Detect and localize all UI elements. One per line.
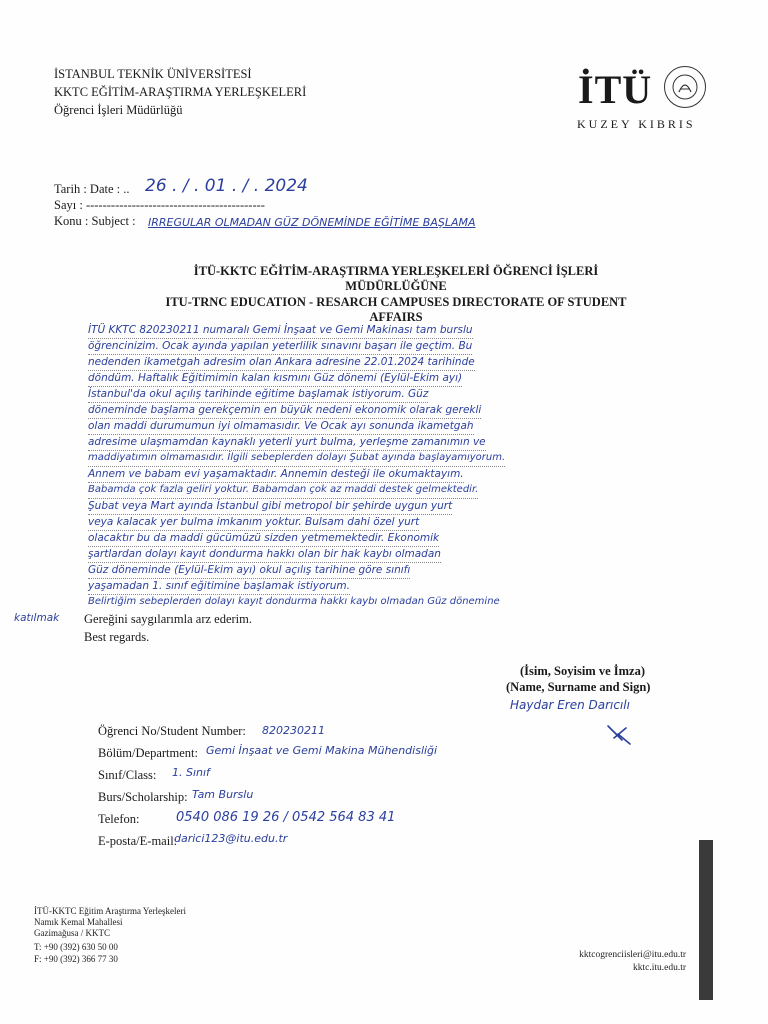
body-line: Annem ve babam evi yaşamaktadır. Annemin desteği ile okumaktayım. <box>88 466 464 483</box>
footer-address-1: İTÜ-KKTC Eğitim Araştırma Yerleşkeleri <box>34 906 186 916</box>
department-value: Gemi İnşaat ve Gemi Makina Mühendisliği <box>206 744 438 757</box>
body-line: öğrencinizim. Ocak ayında yapılan yeterlilik sınavını başarı ile geçtim. Bu <box>88 338 472 355</box>
closing-en: Best regards. <box>84 630 150 644</box>
margin-note: katılmak <box>14 612 60 624</box>
footer-web: kktc.itu.edu.tr <box>632 963 686 973</box>
title-en-line1: ITU-TRNC EDUCATION - RESARCH CAMPUSES DIRECTORATE OF STUDENT <box>165 295 627 309</box>
body-line: şartlardan dolayı kayıt dondurma hakkı olan bir hak kaybı olmadan <box>88 546 441 563</box>
email-value: darici123@itu.edu.tr <box>174 832 288 845</box>
body-line: Şubat veya Mart ayında İstanbul gibi metropol bir şehirde uygun yurt <box>88 498 452 515</box>
scan-edge-bar <box>699 840 713 1000</box>
body-line: Belirtiğim sebeplerden dolayı kayıt dondurma hakkı kaybı olmadan Güz dönemine <box>88 596 500 607</box>
signature-mark-icon <box>604 722 634 755</box>
body-line: nedenden ikametgah adresim olan Ankara adresine 22.01.2024 tarihinde <box>88 354 475 371</box>
body-line: döneminde başlama gerekçemin en büyük nedeni ekonomik olarak gerekli <box>88 402 481 419</box>
body-line: maddiyatımın olmamasıdır. İlgili sebeplerden dolayı Şubat ayında başlayamıyorum. <box>88 450 505 467</box>
scholarship-label: Burs/Scholarship: <box>98 790 188 804</box>
subject-value: IRREGULAR OLMADAN GÜZ DÖNEMİNDE EĞİTİME BAŞLAMA <box>148 216 476 229</box>
itu-logo: İTÜ <box>578 67 653 112</box>
institution-name: İSTANBUL TEKNİK ÜNİVERSİTESİ <box>54 67 252 81</box>
body-line: döndüm. Haftalık Eğitimimin kalan kısmını Güz dönemi (Eylül-Ekim ayı) <box>88 370 462 387</box>
body-line: İstanbul'da okul açılış tarihinde eğitime başlamak istiyorum. Güz <box>88 386 428 403</box>
phone-label: Telefon: <box>98 812 140 826</box>
signature-name: Haydar Eren Darıcılı <box>510 698 630 712</box>
date-value: 26 . / . 01 . / . 2024 <box>145 176 308 196</box>
body-line: Güz döneminde (Eylül-Ekim ayı) okul açılış tarihine göre sınıfı <box>88 562 410 579</box>
body-line: adresime ulaşmamdan kaynaklı yeterli yurt bulma, yerleşme zamanımın ve <box>88 434 486 451</box>
title-tr-line2: MÜDÜRLÜĞÜNE <box>345 279 447 293</box>
subject-label: Konu : Subject : <box>54 214 136 228</box>
title-en-line2: AFFAIRS <box>369 310 423 324</box>
class-label: Sınıf/Class: <box>98 768 157 782</box>
title-tr-line1: İTÜ-KKTC EĞİTİM-ARAŞTIRMA YERLEŞKELERİ ÖĞRENCİ İŞLERİ <box>193 264 599 278</box>
student-no-value: 820230211 <box>262 724 325 737</box>
phone-value: 0540 086 19 26 / 0542 564 83 41 <box>176 810 396 825</box>
body-line: İTÜ KKTC 820230211 numaralı Gemi İnşaat ve Gemi Makinası tam burslu <box>88 322 473 339</box>
institution-office: Öğrenci İşleri Müdürlüğü <box>54 103 183 117</box>
body-line: Babamda çok fazla geliri yoktur. Babamdan çok az maddi destek gelmektedir. <box>88 482 478 499</box>
footer-phone: T: +90 (392) 630 50 00 <box>34 942 118 952</box>
footer-address-3: Gazimağusa / KKTC <box>34 928 110 938</box>
department-label: Bölüm/Department: <box>98 746 198 760</box>
date-label: Tarih : Date : .. <box>54 182 130 196</box>
itu-seal-icon <box>664 66 706 108</box>
institution-campus: KKTC EĞİTİM-ARAŞTIRMA YERLEŞKELERİ <box>54 85 307 99</box>
sayi-label: Sayı : ------------------------------------------- <box>54 198 265 212</box>
student-no-label: Öğrenci No/Student Number: <box>98 724 246 738</box>
scholarship-value: Tam Burslu <box>192 788 254 801</box>
closing-tr: Gereğini saygılarımla arz ederim. <box>84 612 252 626</box>
signature-label-tr: (İsim, Soyisim ve İmza) <box>520 664 645 678</box>
body-line: olacaktır bu da maddi gücümüzü sizden yetmemektedir. Ekonomik <box>88 530 439 547</box>
email-label: E-posta/E-mail: <box>98 834 178 848</box>
body-line: veya kalacak yer bulma imkanım yoktur. Bulsam dahi özel yurt <box>88 514 419 531</box>
body-line: olan maddi durumumun iyi olmamasıdır. Ve Ocak ayı sonunda ikametgah <box>88 418 474 435</box>
footer-fax: F: +90 (392) 366 77 30 <box>34 954 118 964</box>
logo-subtitle: KUZEY KIBRIS <box>577 117 696 131</box>
body-line: yaşamadan 1. sınıf eğitimine başlamak istiyorum. <box>88 578 350 595</box>
signature-label-en: (Name, Surname and Sign) <box>506 680 651 694</box>
footer-address-2: Namık Kemal Mahallesi <box>34 917 123 927</box>
footer-email: kktcogrenciisleri@itu.edu.tr <box>579 950 686 960</box>
class-value: 1. Sınıf <box>172 766 210 779</box>
